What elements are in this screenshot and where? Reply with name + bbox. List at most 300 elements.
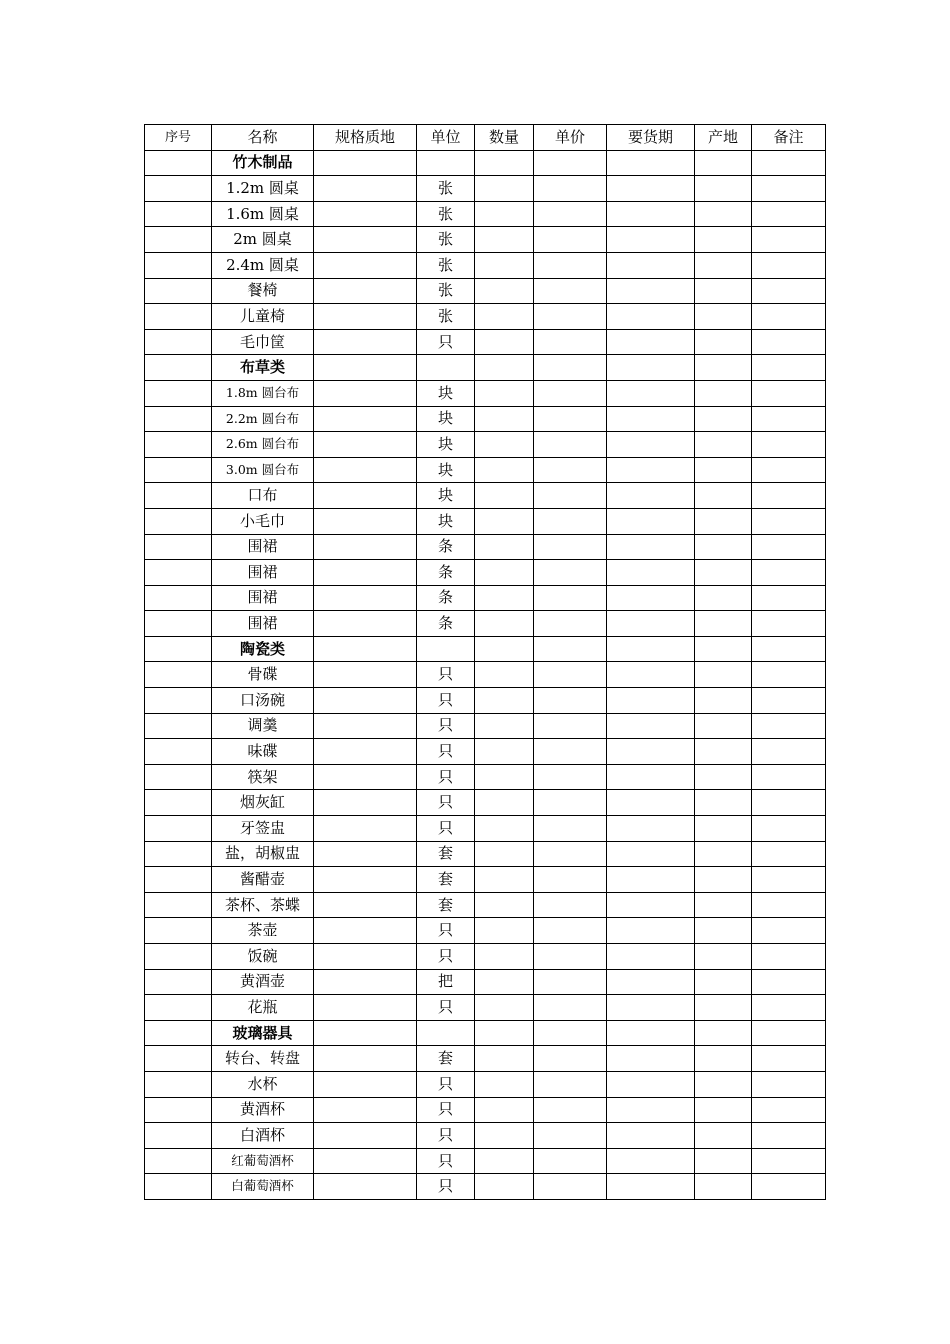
cell-name: 调羹	[212, 713, 314, 739]
category-row	[145, 150, 826, 176]
cell-index	[145, 278, 212, 304]
cell-unit-price	[534, 380, 607, 406]
cell-origin	[695, 432, 752, 458]
cell-name: 3.0m 圆台布	[212, 457, 314, 483]
cell-unit-price	[534, 201, 607, 227]
cell-unit-price	[534, 304, 607, 330]
cell-delivery-date	[607, 739, 695, 765]
cell-delivery-date	[607, 329, 695, 355]
cell-quantity	[475, 688, 534, 714]
cell-index	[145, 432, 212, 458]
cell-quantity	[475, 867, 534, 893]
cell-origin	[695, 534, 752, 560]
cell-quantity	[475, 816, 534, 842]
cell-name: 茶杯、茶蝶	[212, 892, 314, 918]
cell-name: 围裙	[212, 534, 314, 560]
cell-unit-price	[534, 1123, 607, 1149]
cell-origin	[695, 636, 752, 662]
cell-quantity	[475, 1020, 534, 1046]
cell-origin	[695, 508, 752, 534]
cell-name: 饭碗	[212, 944, 314, 970]
cell-delivery-date	[607, 995, 695, 1021]
cell-unit: 只	[417, 713, 475, 739]
cell-quantity	[475, 969, 534, 995]
header-index: 序号	[145, 125, 212, 151]
cell-delivery-date	[607, 1020, 695, 1046]
cell-delivery-date	[607, 560, 695, 586]
cell-origin	[695, 995, 752, 1021]
cell-spec	[314, 150, 417, 176]
cell-remarks	[752, 585, 826, 611]
cell-remarks	[752, 227, 826, 253]
cell-quantity	[475, 1123, 534, 1149]
cell-remarks	[752, 508, 826, 534]
cell-name: 黄酒杯	[212, 1097, 314, 1123]
cell-quantity	[475, 1174, 534, 1200]
cell-quantity	[475, 278, 534, 304]
cell-origin	[695, 560, 752, 586]
cell-unit-price	[534, 1020, 607, 1046]
cell-unit-price	[534, 1148, 607, 1174]
cell-unit-price	[534, 688, 607, 714]
cell-name: 2.2m 圆台布	[212, 406, 314, 432]
cell-index	[145, 227, 212, 253]
table-row	[145, 892, 826, 918]
cell-spec	[314, 969, 417, 995]
cell-spec	[314, 534, 417, 560]
cell-quantity	[475, 662, 534, 688]
table-row	[145, 508, 826, 534]
cell-unit-price	[534, 892, 607, 918]
cell-quantity	[475, 995, 534, 1021]
cell-index	[145, 611, 212, 637]
cell-spec	[314, 790, 417, 816]
cell-delivery-date	[607, 432, 695, 458]
cell-index	[145, 304, 212, 330]
cell-name: 水杯	[212, 1071, 314, 1097]
cell-origin	[695, 611, 752, 637]
cell-index	[145, 636, 212, 662]
header-unit-price: 单价	[534, 125, 607, 151]
cell-unit-price	[534, 252, 607, 278]
cell-name: 1.8m 圆台布	[212, 380, 314, 406]
cell-spec	[314, 764, 417, 790]
cell-index	[145, 995, 212, 1021]
cell-name: 黄酒壶	[212, 969, 314, 995]
header-spec: 规格质地	[314, 125, 417, 151]
cell-remarks	[752, 944, 826, 970]
table-row	[145, 764, 826, 790]
cell-delivery-date	[607, 867, 695, 893]
cell-spec	[314, 201, 417, 227]
cell-origin	[695, 483, 752, 509]
cell-unit-price	[534, 227, 607, 253]
category-row	[145, 1020, 826, 1046]
cell-quantity	[475, 252, 534, 278]
cell-delivery-date	[607, 713, 695, 739]
cell-spec	[314, 918, 417, 944]
cell-delivery-date	[607, 918, 695, 944]
cell-origin	[695, 764, 752, 790]
cell-index	[145, 406, 212, 432]
cell-remarks	[752, 560, 826, 586]
cell-spec	[314, 1148, 417, 1174]
cell-quantity	[475, 508, 534, 534]
cell-origin	[695, 1174, 752, 1200]
cell-name: 儿童椅	[212, 304, 314, 330]
cell-name: 围裙	[212, 611, 314, 637]
table-row	[145, 739, 826, 765]
cell-index	[145, 739, 212, 765]
cell-spec	[314, 892, 417, 918]
cell-unit: 块	[417, 508, 475, 534]
cell-remarks	[752, 995, 826, 1021]
cell-origin	[695, 944, 752, 970]
cell-name: 红葡萄酒杯	[212, 1148, 314, 1174]
cell-remarks	[752, 816, 826, 842]
cell-unit: 条	[417, 611, 475, 637]
table-row	[145, 1123, 826, 1149]
cell-spec	[314, 816, 417, 842]
cell-unit: 块	[417, 406, 475, 432]
cell-remarks	[752, 329, 826, 355]
table-row	[145, 406, 826, 432]
cell-unit: 只	[417, 1148, 475, 1174]
cell-unit-price	[534, 969, 607, 995]
table-row	[145, 201, 826, 227]
cell-name: 布草类	[212, 355, 314, 381]
cell-unit: 张	[417, 201, 475, 227]
cell-unit	[417, 1020, 475, 1046]
cell-delivery-date	[607, 1148, 695, 1174]
cell-remarks	[752, 790, 826, 816]
table-row	[145, 483, 826, 509]
cell-spec	[314, 1071, 417, 1097]
cell-spec	[314, 867, 417, 893]
cell-delivery-date	[607, 585, 695, 611]
cell-spec	[314, 1046, 417, 1072]
cell-unit: 套	[417, 841, 475, 867]
cell-quantity	[475, 611, 534, 637]
cell-index	[145, 713, 212, 739]
cell-index	[145, 329, 212, 355]
cell-quantity	[475, 1071, 534, 1097]
cell-delivery-date	[607, 969, 695, 995]
cell-quantity	[475, 406, 534, 432]
cell-origin	[695, 252, 752, 278]
cell-unit: 只	[417, 1174, 475, 1200]
cell-quantity	[475, 944, 534, 970]
cell-spec	[314, 457, 417, 483]
cell-unit-price	[534, 1174, 607, 1200]
table-row	[145, 304, 826, 330]
cell-unit-price	[534, 713, 607, 739]
cell-unit: 只	[417, 995, 475, 1021]
cell-origin	[695, 918, 752, 944]
cell-remarks	[752, 636, 826, 662]
header-remarks: 备注	[752, 125, 826, 151]
cell-delivery-date	[607, 611, 695, 637]
cell-unit-price	[534, 278, 607, 304]
cell-unit: 只	[417, 944, 475, 970]
cell-index	[145, 764, 212, 790]
table-row	[145, 560, 826, 586]
cell-spec	[314, 227, 417, 253]
cell-index	[145, 355, 212, 381]
cell-spec	[314, 585, 417, 611]
cell-spec	[314, 304, 417, 330]
cell-index	[145, 790, 212, 816]
cell-unit-price	[534, 329, 607, 355]
cell-delivery-date	[607, 457, 695, 483]
cell-name: 骨碟	[212, 662, 314, 688]
cell-index	[145, 841, 212, 867]
table-header	[145, 125, 826, 151]
cell-origin	[695, 380, 752, 406]
cell-origin	[695, 227, 752, 253]
cell-unit-price	[534, 764, 607, 790]
table-row	[145, 867, 826, 893]
cell-unit-price	[534, 534, 607, 560]
cell-unit: 张	[417, 227, 475, 253]
cell-quantity	[475, 1046, 534, 1072]
table-row	[145, 995, 826, 1021]
cell-unit	[417, 150, 475, 176]
cell-unit-price	[534, 483, 607, 509]
cell-unit-price	[534, 790, 607, 816]
table-row	[145, 1071, 826, 1097]
cell-spec	[314, 483, 417, 509]
cell-unit-price	[534, 841, 607, 867]
cell-unit-price	[534, 816, 607, 842]
cell-spec	[314, 355, 417, 381]
cell-origin	[695, 790, 752, 816]
header-row	[145, 125, 826, 151]
cell-spec	[314, 739, 417, 765]
cell-quantity	[475, 560, 534, 586]
cell-unit-price	[534, 611, 607, 637]
cell-unit: 套	[417, 1046, 475, 1072]
cell-name: 围裙	[212, 585, 314, 611]
cell-quantity	[475, 457, 534, 483]
cell-index	[145, 1020, 212, 1046]
cell-remarks	[752, 739, 826, 765]
cell-origin	[695, 816, 752, 842]
cell-quantity	[475, 176, 534, 202]
table-row	[145, 918, 826, 944]
cell-unit-price	[534, 944, 607, 970]
cell-spec	[314, 1020, 417, 1046]
cell-spec	[314, 841, 417, 867]
cell-remarks	[752, 918, 826, 944]
cell-index	[145, 688, 212, 714]
cell-origin	[695, 892, 752, 918]
cell-delivery-date	[607, 816, 695, 842]
cell-unit: 只	[417, 816, 475, 842]
cell-unit	[417, 355, 475, 381]
cell-quantity	[475, 329, 534, 355]
cell-name: 2.6m 圆台布	[212, 432, 314, 458]
header-delivery-date: 要货期	[607, 125, 695, 151]
cell-origin	[695, 406, 752, 432]
cell-name: 2m 圆桌	[212, 227, 314, 253]
cell-origin	[695, 1097, 752, 1123]
cell-origin	[695, 201, 752, 227]
cell-unit: 套	[417, 892, 475, 918]
procurement-table	[144, 124, 826, 1200]
table-row	[145, 380, 826, 406]
cell-delivery-date	[607, 483, 695, 509]
cell-quantity	[475, 764, 534, 790]
header-quantity: 数量	[475, 125, 534, 151]
cell-index	[145, 201, 212, 227]
cell-unit-price	[534, 918, 607, 944]
cell-index	[145, 457, 212, 483]
cell-delivery-date	[607, 304, 695, 330]
cell-index	[145, 1174, 212, 1200]
cell-unit: 只	[417, 1123, 475, 1149]
cell-spec	[314, 432, 417, 458]
cell-spec	[314, 611, 417, 637]
cell-index	[145, 585, 212, 611]
cell-spec	[314, 406, 417, 432]
cell-delivery-date	[607, 252, 695, 278]
cell-remarks	[752, 406, 826, 432]
cell-name: 餐椅	[212, 278, 314, 304]
cell-remarks	[752, 892, 826, 918]
table-row	[145, 1148, 826, 1174]
cell-unit-price	[534, 508, 607, 534]
cell-remarks	[752, 688, 826, 714]
cell-unit-price	[534, 176, 607, 202]
cell-origin	[695, 713, 752, 739]
cell-delivery-date	[607, 278, 695, 304]
cell-delivery-date	[607, 841, 695, 867]
cell-origin	[695, 1071, 752, 1097]
cell-delivery-date	[607, 227, 695, 253]
table-row	[145, 611, 826, 637]
cell-remarks	[752, 1148, 826, 1174]
cell-index	[145, 252, 212, 278]
cell-remarks	[752, 1071, 826, 1097]
cell-quantity	[475, 304, 534, 330]
cell-origin	[695, 278, 752, 304]
cell-quantity	[475, 713, 534, 739]
cell-spec	[314, 1097, 417, 1123]
cell-origin	[695, 867, 752, 893]
cell-name: 口汤碗	[212, 688, 314, 714]
cell-unit-price	[534, 560, 607, 586]
cell-unit: 只	[417, 1097, 475, 1123]
cell-delivery-date	[607, 1046, 695, 1072]
cell-quantity	[475, 892, 534, 918]
cell-unit: 套	[417, 867, 475, 893]
cell-remarks	[752, 662, 826, 688]
cell-unit: 张	[417, 278, 475, 304]
cell-origin	[695, 457, 752, 483]
cell-spec	[314, 662, 417, 688]
cell-name: 1.6m 圆桌	[212, 201, 314, 227]
cell-unit: 张	[417, 304, 475, 330]
cell-name: 酱醋壶	[212, 867, 314, 893]
cell-quantity	[475, 636, 534, 662]
cell-delivery-date	[607, 1174, 695, 1200]
cell-unit: 张	[417, 176, 475, 202]
cell-remarks	[752, 150, 826, 176]
cell-delivery-date	[607, 636, 695, 662]
cell-delivery-date	[607, 892, 695, 918]
cell-index	[145, 534, 212, 560]
cell-origin	[695, 176, 752, 202]
cell-name: 小毛巾	[212, 508, 314, 534]
cell-name: 白葡萄酒杯	[212, 1174, 314, 1200]
cell-remarks	[752, 201, 826, 227]
cell-spec	[314, 176, 417, 202]
cell-remarks	[752, 1123, 826, 1149]
cell-remarks	[752, 969, 826, 995]
cell-index	[145, 918, 212, 944]
cell-spec	[314, 560, 417, 586]
cell-delivery-date	[607, 1097, 695, 1123]
cell-delivery-date	[607, 1071, 695, 1097]
cell-unit-price	[534, 457, 607, 483]
cell-unit: 只	[417, 739, 475, 765]
cell-index	[145, 1123, 212, 1149]
cell-origin	[695, 585, 752, 611]
table-row	[145, 944, 826, 970]
cell-unit: 块	[417, 432, 475, 458]
cell-quantity	[475, 585, 534, 611]
cell-spec	[314, 688, 417, 714]
cell-delivery-date	[607, 944, 695, 970]
cell-unit-price	[534, 662, 607, 688]
cell-name: 烟灰缸	[212, 790, 314, 816]
cell-name: 白酒杯	[212, 1123, 314, 1149]
cell-spec	[314, 252, 417, 278]
cell-unit: 块	[417, 483, 475, 509]
cell-name: 转台、转盘	[212, 1046, 314, 1072]
cell-unit: 块	[417, 457, 475, 483]
cell-remarks	[752, 252, 826, 278]
table-row	[145, 1174, 826, 1200]
cell-name: 茶壶	[212, 918, 314, 944]
cell-name: 围裙	[212, 560, 314, 586]
table-row	[145, 1046, 826, 1072]
cell-origin	[695, 329, 752, 355]
cell-unit: 只	[417, 764, 475, 790]
cell-spec	[314, 278, 417, 304]
table-row	[145, 252, 826, 278]
cell-quantity	[475, 739, 534, 765]
cell-quantity	[475, 483, 534, 509]
table-row	[145, 534, 826, 560]
cell-name: 味碟	[212, 739, 314, 765]
cell-unit-price	[534, 355, 607, 381]
cell-quantity	[475, 841, 534, 867]
cell-spec	[314, 380, 417, 406]
cell-delivery-date	[607, 790, 695, 816]
header-origin: 产地	[695, 125, 752, 151]
cell-unit-price	[534, 867, 607, 893]
cell-origin	[695, 1020, 752, 1046]
cell-delivery-date	[607, 201, 695, 227]
header-name: 名称	[212, 125, 314, 151]
table-row	[145, 816, 826, 842]
cell-index	[145, 150, 212, 176]
table-row	[145, 278, 826, 304]
cell-delivery-date	[607, 176, 695, 202]
cell-spec	[314, 329, 417, 355]
